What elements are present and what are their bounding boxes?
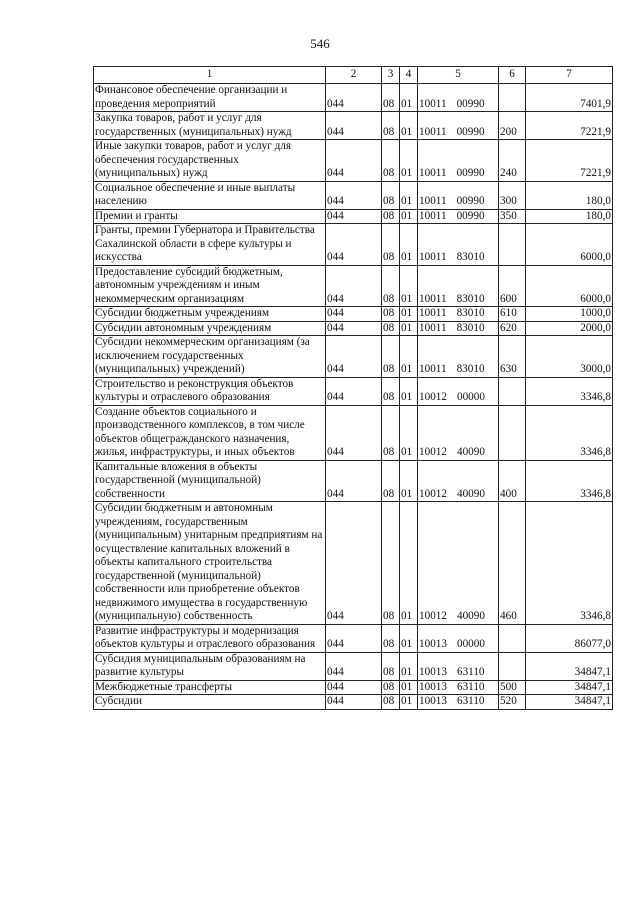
header-cell: 4 <box>400 67 418 84</box>
row-name: Создание объектов социального и производственного комплексов, в том числе объектов общегражданского назначения, жилья, инфраструктуры, и иных объектов <box>94 405 326 460</box>
header-cell: 5 <box>418 67 499 84</box>
row-amount: 6000,0 <box>526 224 613 266</box>
row-amount: 6000,0 <box>526 265 613 307</box>
table-row <box>94 321 613 336</box>
header-cell: 1 <box>94 67 326 84</box>
table-row <box>94 680 613 695</box>
row-expense-type: 500 <box>499 680 526 695</box>
row-ministry-code: 044 <box>326 321 382 336</box>
row-name: Закупка товаров, работ и услуг для государственных (муниципальных) нужд <box>94 112 326 140</box>
row-ministry-code: 044 <box>326 112 382 140</box>
header-cell: 3 <box>382 67 400 84</box>
row-target-article-program: 10011 <box>419 251 447 263</box>
row-target-article <box>418 224 499 266</box>
row-target-article-program: 10011 <box>419 321 447 334</box>
row-expense-type: 620 <box>499 321 526 336</box>
row-target-article <box>418 307 499 322</box>
row-subsection: 01 <box>400 405 418 460</box>
row-target-article-direction: 40090 <box>456 487 485 500</box>
header-row <box>94 67 613 84</box>
row-subsection: 01 <box>400 307 418 322</box>
row-name: Развитие инфраструктуры и модернизация объектов культуры и отраслевого образования <box>94 624 326 652</box>
row-target-article-program: 10011 <box>419 97 447 110</box>
row-name: Иные закупки товаров, работ и услуг для обеспечения государственных (муниципальных) нужд <box>94 140 326 182</box>
table-row <box>94 265 613 307</box>
row-expense-type: 610 <box>499 307 526 322</box>
row-amount: 180,0 <box>526 209 613 224</box>
row-amount: 3346,8 <box>526 377 613 405</box>
row-target-article <box>418 652 499 680</box>
row-section: 08 <box>382 502 400 625</box>
row-expense-type: 460 <box>499 502 526 625</box>
row-amount: 1000,0 <box>526 307 613 322</box>
row-expense-type: 350 <box>499 209 526 224</box>
row-target-article-program: 10012 <box>419 446 447 458</box>
row-name: Субсидии бюджетным учреждениям <box>94 307 326 322</box>
row-name: Межбюджетные трансферты <box>94 680 326 695</box>
budget-table <box>93 66 613 710</box>
table-row <box>94 224 613 266</box>
row-amount: 3346,8 <box>526 405 613 460</box>
row-target-article-direction: 00990 <box>456 97 485 110</box>
row-target-article <box>418 680 499 695</box>
row-target-article-program: 10011 <box>419 195 447 207</box>
table-row <box>94 460 613 502</box>
row-target-article-direction: 00990 <box>456 167 485 179</box>
row-target-article <box>418 140 499 182</box>
row-expense-type <box>499 84 526 112</box>
row-ministry-code: 044 <box>326 624 382 652</box>
row-section: 08 <box>382 265 400 307</box>
row-target-article <box>418 502 499 625</box>
row-section: 08 <box>382 460 400 502</box>
row-expense-type: 400 <box>499 460 526 502</box>
row-expense-type <box>499 624 526 652</box>
row-target-article-program: 10012 <box>419 487 447 500</box>
row-ministry-code: 044 <box>326 680 382 695</box>
table-row <box>94 181 613 209</box>
row-name: Субсидии бюджетным и автономным учреждениям, государственным (муниципальным) унитарным предприятиям на осуществление капитальных вложений в объекты капитального строительства государственной (муниципальной) собственности или приобретение объектов недвижимого имущества в государственную (муниципальную) собственность <box>94 502 326 625</box>
row-target-article-program: 10012 <box>419 391 447 403</box>
row-target-article-program: 10011 <box>419 307 447 319</box>
row-target-article-program: 10011 <box>419 125 447 138</box>
row-target-article <box>418 209 499 224</box>
row-section: 08 <box>382 307 400 322</box>
row-expense-type <box>499 652 526 680</box>
row-target-article-program: 10011 <box>419 292 447 305</box>
row-target-article <box>418 181 499 209</box>
row-target-article <box>418 460 499 502</box>
row-name: Социальное обеспечение и иные выплаты населению <box>94 181 326 209</box>
row-section: 08 <box>382 181 400 209</box>
row-target-article <box>418 695 499 710</box>
row-amount: 7221,9 <box>526 140 613 182</box>
row-target-article-program: 10013 <box>419 695 447 707</box>
row-target-article-direction: 63110 <box>456 666 485 678</box>
row-target-article-program: 10011 <box>419 363 447 375</box>
row-target-article-direction: 40090 <box>456 446 485 458</box>
row-subsection: 01 <box>400 680 418 695</box>
table-row <box>94 652 613 680</box>
row-amount: 3346,8 <box>526 502 613 625</box>
row-target-article <box>418 377 499 405</box>
row-name: Премии и гранты <box>94 209 326 224</box>
row-amount: 86077,0 <box>526 624 613 652</box>
row-subsection: 01 <box>400 652 418 680</box>
row-section: 08 <box>382 224 400 266</box>
row-ministry-code: 044 <box>326 652 382 680</box>
row-target-article-program: 10013 <box>419 666 447 678</box>
row-subsection: 01 <box>400 377 418 405</box>
row-amount: 7221,9 <box>526 112 613 140</box>
row-target-article-direction: 83010 <box>456 321 485 334</box>
row-ministry-code: 044 <box>326 224 382 266</box>
row-subsection: 01 <box>400 140 418 182</box>
table-row <box>94 624 613 652</box>
row-subsection: 01 <box>400 181 418 209</box>
row-expense-type: 200 <box>499 112 526 140</box>
row-section: 08 <box>382 377 400 405</box>
row-expense-type: 300 <box>499 181 526 209</box>
row-amount: 3346,8 <box>526 460 613 502</box>
header-cell: 2 <box>326 67 382 84</box>
row-section: 08 <box>382 140 400 182</box>
table-row <box>94 307 613 322</box>
row-amount: 3000,0 <box>526 336 613 378</box>
row-target-article-program: 10013 <box>419 638 447 650</box>
row-ministry-code: 044 <box>326 265 382 307</box>
row-expense-type: 240 <box>499 140 526 182</box>
page-number: 546 <box>310 36 330 51</box>
row-target-article-direction: 83010 <box>456 363 485 375</box>
row-ministry-code: 044 <box>326 377 382 405</box>
row-target-article-direction: 63110 <box>456 680 485 693</box>
row-section: 08 <box>382 624 400 652</box>
row-target-article <box>418 405 499 460</box>
header-cell: 6 <box>499 67 526 84</box>
row-amount: 34847,1 <box>526 652 613 680</box>
row-subsection: 01 <box>400 112 418 140</box>
row-name: Капитальные вложения в объекты государственной (муниципальной) собственности <box>94 460 326 502</box>
row-subsection: 01 <box>400 265 418 307</box>
row-target-article-program: 10011 <box>419 209 447 222</box>
row-ministry-code: 044 <box>326 140 382 182</box>
row-target-article-program: 10012 <box>419 610 447 622</box>
row-expense-type: 630 <box>499 336 526 378</box>
row-subsection: 01 <box>400 321 418 336</box>
row-section: 08 <box>382 652 400 680</box>
row-target-article-direction: 00000 <box>456 391 485 403</box>
row-target-article <box>418 336 499 378</box>
row-subsection: 01 <box>400 209 418 224</box>
row-subsection: 01 <box>400 695 418 710</box>
row-target-article <box>418 624 499 652</box>
table-row <box>94 336 613 378</box>
row-target-article-direction: 40090 <box>456 610 485 622</box>
row-ministry-code: 044 <box>326 460 382 502</box>
row-target-article-direction: 83010 <box>456 251 485 263</box>
row-section: 08 <box>382 336 400 378</box>
row-amount: 7401,9 <box>526 84 613 112</box>
row-ministry-code: 044 <box>326 405 382 460</box>
row-target-article-direction: 00000 <box>456 638 485 650</box>
row-target-article <box>418 321 499 336</box>
row-subsection: 01 <box>400 460 418 502</box>
row-section: 08 <box>382 321 400 336</box>
row-section: 08 <box>382 112 400 140</box>
row-section: 08 <box>382 405 400 460</box>
row-ministry-code: 044 <box>326 307 382 322</box>
row-section: 08 <box>382 680 400 695</box>
row-subsection: 01 <box>400 336 418 378</box>
row-amount: 34847,1 <box>526 695 613 710</box>
table-row <box>94 209 613 224</box>
table-row <box>94 695 613 710</box>
row-name: Гранты, премии Губернатора и Правительства Сахалинской области в сфере культуры и искусства <box>94 224 326 266</box>
row-name: Субсидии некоммерческим организациям (за исключением государственных (муниципальных) учреждений) <box>94 336 326 378</box>
row-expense-type <box>499 224 526 266</box>
row-subsection: 01 <box>400 502 418 625</box>
row-target-article-direction: 63110 <box>456 695 485 707</box>
row-ministry-code: 044 <box>326 84 382 112</box>
row-target-article <box>418 84 499 112</box>
row-ministry-code: 044 <box>326 502 382 625</box>
table-row <box>94 112 613 140</box>
row-target-article-direction: 83010 <box>456 292 485 305</box>
row-section: 08 <box>382 695 400 710</box>
row-ministry-code: 044 <box>326 209 382 224</box>
row-target-article-program: 10011 <box>419 167 447 179</box>
row-amount: 34847,1 <box>526 680 613 695</box>
row-expense-type <box>499 405 526 460</box>
row-section: 08 <box>382 84 400 112</box>
row-subsection: 01 <box>400 84 418 112</box>
header-cell: 7 <box>526 67 613 84</box>
row-name: Субсидия муниципальным образованиям на развитие культуры <box>94 652 326 680</box>
row-ministry-code: 044 <box>326 695 382 710</box>
row-expense-type: 520 <box>499 695 526 710</box>
table-row <box>94 502 613 625</box>
row-expense-type: 600 <box>499 265 526 307</box>
row-name: Субсидии автономным учреждениям <box>94 321 326 336</box>
row-target-article-direction: 00990 <box>456 195 485 207</box>
row-section: 08 <box>382 209 400 224</box>
row-target-article <box>418 265 499 307</box>
row-ministry-code: 044 <box>326 181 382 209</box>
row-expense-type <box>499 377 526 405</box>
row-target-article-program: 10013 <box>419 680 447 693</box>
row-target-article <box>418 112 499 140</box>
row-ministry-code: 044 <box>326 336 382 378</box>
table-row <box>94 377 613 405</box>
table-row <box>94 140 613 182</box>
table-row <box>94 84 613 112</box>
row-target-article-direction: 00990 <box>456 125 485 138</box>
row-name: Строительство и реконструкция объектов культуры и отраслевого образования <box>94 377 326 405</box>
row-name: Субсидии <box>94 695 326 710</box>
row-subsection: 01 <box>400 624 418 652</box>
row-target-article-direction: 00990 <box>456 209 485 222</box>
table-row <box>94 405 613 460</box>
row-name: Финансовое обеспечение организации и проведения мероприятий <box>94 84 326 112</box>
row-amount: 180,0 <box>526 181 613 209</box>
row-subsection: 01 <box>400 224 418 266</box>
row-name: Предоставление субсидий бюджетным, автономным учреждениям и иным некоммерческим организациям <box>94 265 326 307</box>
row-target-article-direction: 83010 <box>456 307 485 319</box>
row-amount: 2000,0 <box>526 321 613 336</box>
